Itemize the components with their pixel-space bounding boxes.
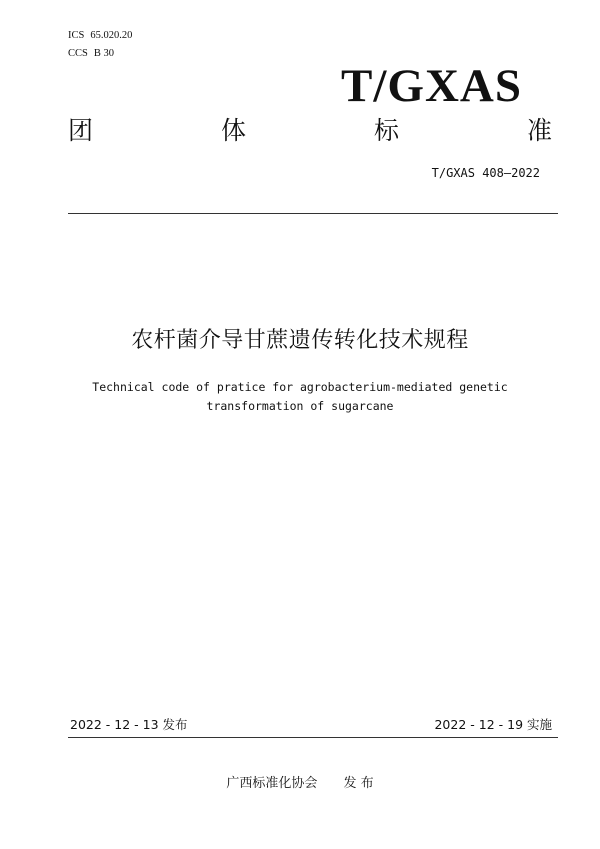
standard-number: T/GXAS 408—2022 [431,166,540,180]
standard-type [68,116,552,146]
ccs-label: CCS [68,48,88,59]
title-chinese: 农杆菌介导甘蔗遗传转化技术规程 [131,328,469,353]
ccs-classification [68,47,114,60]
standard-type-char: 体 [220,116,246,145]
title-english-line-2: transformation of sugarcane [206,399,394,413]
issuer-name: 广西标准化协会 [226,776,318,791]
issuer [0,776,600,792]
ics-code: 65.020.20 [90,30,133,41]
ics-classification [68,29,132,42]
bottom-divider [68,737,558,738]
implementation-date: 2022 - 12 - 19 实施 [434,717,552,732]
issue-date: 2022 - 12 - 13 发布 [70,717,188,732]
standard-logo: T/GXAS [341,60,522,112]
title-english-line-1: Technical code of pratice for agrobacterium-mediated genetic [92,380,508,394]
standard-type-char: 团 [68,116,94,145]
standard-type-char: 准 [526,116,552,145]
top-divider [68,213,558,214]
issuer-action: 发 布 [343,776,374,791]
ics-label: ICS [68,30,85,41]
standard-type-char: 标 [373,116,399,145]
title-english [0,378,600,416]
ccs-code: B 30 [93,48,114,59]
